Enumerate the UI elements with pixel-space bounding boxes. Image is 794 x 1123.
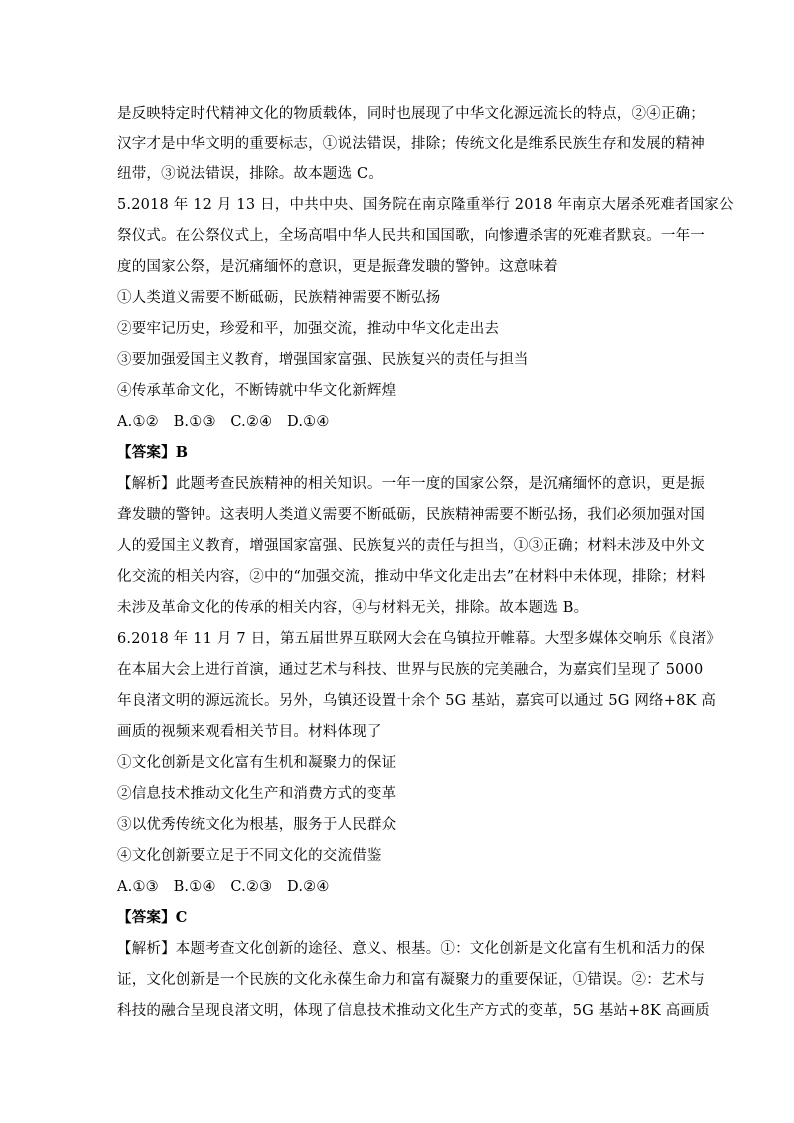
text-line-25: ④文化创新要立足于不同文化的交流借鉴 <box>117 848 382 864</box>
text-line-13: 【解析】此题考查民族精神的相关知识。一年一度的国家公祭，是沉痛缅怀的意识，更是振 <box>117 476 705 492</box>
text-line-27: 【答案】C <box>117 909 188 926</box>
text-line-18: 6.2018 年 11 月 7 日，第五届世界互联网大会在乌镇拉开帷幕。大型多媒体交响乐《良渚》 <box>117 631 722 647</box>
text-line-16: 化交流的相关内容，②中的“加强交流，推动中华文化走出去”在材料中未体现，排除；材料 <box>117 569 706 585</box>
text-line-14: 聋发聩的警钟。这表明人类道义需要不断砥砺，民族精神需要不断弘扬，我们必须加强对国 <box>117 507 705 523</box>
text-line-19: 在本届大会上进行首演，通过艺术与科技、世界与民族的完美融合，为嘉宾们呈现了 5000 <box>117 662 704 678</box>
text-line-23: ②信息技术推动文化生产和消费方式的变革 <box>117 786 397 802</box>
text-line-15: 人的爱国主义教育，增强国家富强、民族复兴的责任与担当，①③正确；材料未涉及中外文 <box>117 538 705 554</box>
text-line-9: ③要加强爱国主义教育，增强国家富强、民族复兴的责任与担当 <box>117 352 529 368</box>
text-line-21: 画质的视频来观看相关节目。材料体现了 <box>117 724 382 740</box>
text-line-30: 科技的融合呈现良渚文明，体现了信息技术推动文化生产方式的变革，5G 基站+8K 高画质 <box>117 1003 710 1019</box>
text-line-20: 年良渚文明的源远流长。另外，乌镇还设置十余个 5G 基站，嘉宾可以通过 5G 网络+8K 高 <box>117 693 717 709</box>
text-line-29: 证，文化创新是一个民族的文化永葆生命力和富有凝聚力的重要保证，①错误。②：艺术与 <box>117 972 705 988</box>
text-line-1: 是反映特定时代精神文化的物质载体，同时也展现了中华文化源远流长的特点，②④正确； <box>117 106 705 122</box>
text-line-8: ②要牢记历史，珍爱和平，加强交流，推动中华文化走出去 <box>117 321 500 337</box>
text-line-10: ④传承革命文化，不断铸就中华文化新辉煌 <box>117 383 397 399</box>
text-line-28: 【解析】本题考查文化创新的途径、意义、根基。①：文化创新是文化富有生机和活力的保 <box>117 941 705 957</box>
text-line-26: A.①③ B.①④ C.②③ D.②④ <box>117 879 330 895</box>
text-line-24: ③以优秀传统文化为根基，服务于人民群众 <box>117 817 397 833</box>
text-line-22: ①文化创新是文化富有生机和凝聚力的保证 <box>117 755 397 771</box>
text-line-3: 纽带，③说法错误，排除。故本题选 C。 <box>117 166 384 182</box>
text-line-6: 度的国家公祭，是沉痛缅怀的意识，更是振聋发聩的警钟。这意味着 <box>117 259 558 275</box>
text-line-5: 祭仪式。在公祭仪式上，全场高唱中华人民共和国国歌，向惨遭杀害的死难者默哀。一年一 <box>117 228 705 244</box>
text-line-11: A.①② B.①③ C.②④ D.①④ <box>117 414 330 430</box>
text-line-4: 5.2018 年 12 月 13 日，中共中央、国务院在南京隆重举行 2018 年南京大屠杀死难者国家公 <box>117 197 734 213</box>
text-line-12: 【答案】B <box>117 444 189 461</box>
text-line-7: ①人类道义需要不断砥砺，民族精神需要不断弘扬 <box>117 290 441 306</box>
text-line-2: 汉字才是中华文明的重要标志，①说法错误，排除；传统文化是维系民族生存和发展的精神 <box>117 136 705 152</box>
text-line-17: 未涉及革命文化的传承的相关内容，④与材料无关，排除。故本题选 B。 <box>117 600 589 616</box>
